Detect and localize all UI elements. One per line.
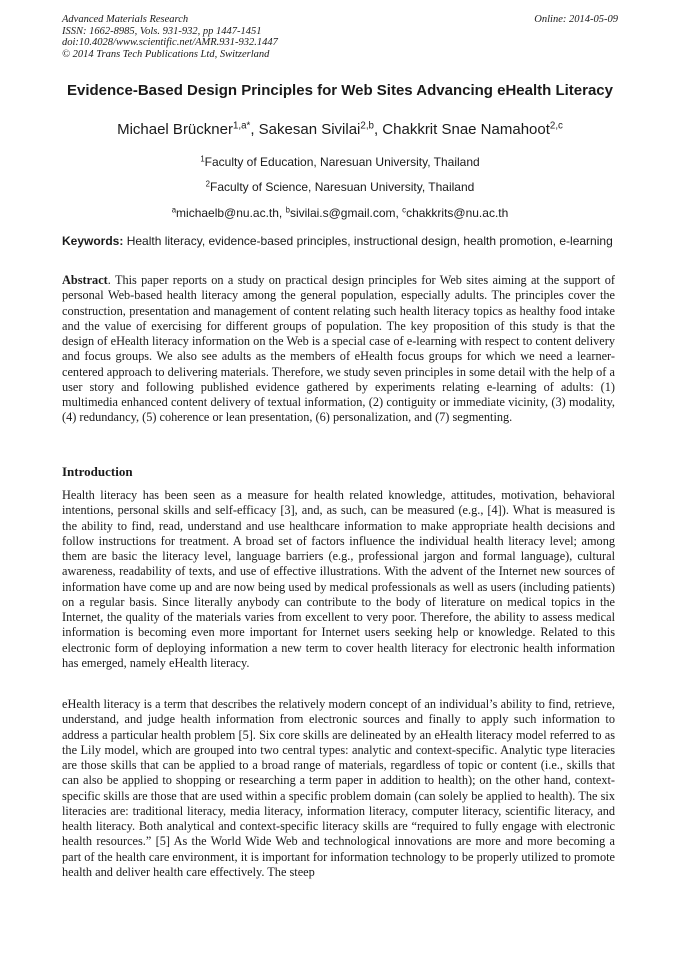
- email-link[interactable]: michaelb@nu.ac.th,: [176, 206, 286, 220]
- journal-doi: doi:10.4028/www.scientific.net/AMR.931-932.1447: [62, 37, 278, 49]
- author-superscript: 2,c: [549, 120, 563, 132]
- affiliation-1: [62, 155, 618, 170]
- email-link[interactable]: chakkrits@nu.ac.th: [406, 206, 509, 220]
- affiliation-2: [62, 180, 618, 195]
- email-superscript: a: [171, 205, 177, 215]
- journal-issn: ISSN: 1662-8985, Vols. 931-932, pp 1447-1451: [62, 25, 262, 37]
- author-name: Michael Brückner: [117, 121, 233, 138]
- abstract-label: Abstract: [62, 273, 108, 287]
- author-superscript: 1,a*: [232, 120, 251, 132]
- email-superscript: c: [402, 205, 407, 215]
- author-name: Chakkrit Snae Namahoot: [382, 121, 550, 138]
- author-name: Sakesan Sivilai: [258, 121, 361, 138]
- introduction-paragraph-1: Health literacy has been seen as a measure for health related knowledge, attitudes, motivation, behavioral intentions, personal skills and self-efficacy [3], and, as such, can be measured (e.g., [4]). What is measured is the ability to find, read, understand and use healthcare information to make appropriate health decisions and follow instructions for treatment. A broad set of factors influence the individual health literacy level; among them are basic the literacy level, language barriers (e.g., professional jargon and formal language), cultural awareness, readability of texts, and use of effective illustrations. With the advent of the Internet new sources of information have come up and are now being used by medical professionals as well as users (including patients) on a regular basis. Since literally anybody can contribute to the body of literature on medical topics in the Internet, the quality of the materials varies from excellent to very poor. Therefore, the ability to assess medical information is becoming even more important for Internet users seeking help or knowledge. Related to this electronic form of deploying information a new term to cover health literacy for electronic health information has emerged, namely eHealth literacy.: [62, 488, 615, 670]
- abstract: [62, 273, 615, 426]
- email-superscript: b: [285, 205, 290, 215]
- keywords-text: Health literacy, evidence-based principles, instructional design, health promotion, e-learning: [123, 234, 613, 248]
- journal-header: [62, 14, 618, 60]
- section-heading-introduction: Introduction: [62, 464, 133, 479]
- abstract-text: . This paper reports on a study on practical design principles for Web sites aiming at the support of personal Web-based health literacy among the general population, especially adults. The principles cover the construction, presentation and management of content relating such health literacy topics as healthy food intake and the value of exercising for different groups of population. The key proposition of this study is that the design of eHealth literacy information on the Web is a special case of e-learning with respect to content delivery and focus groups. We also see adults as the members of eHealth focus groups for which we need a learner-centered approach to delivering materials. Therefore, we study seven principles in some detail with the help of a user story and following published evidence gathered by experiments relating e-learning of adults: (1) multimedia enhanced content delivery of textual information, (2) contiguity or immediate vicinity, (3) modality, (4) redundancy, (5) coherence or lean presentation, (6) personalization, and (7) segmenting.: [62, 273, 615, 425]
- author-separator: ,: [250, 121, 259, 138]
- author-separator: ,: [373, 121, 383, 138]
- keywords-label: Keywords:: [62, 234, 124, 248]
- author-superscript: 2,b: [360, 120, 374, 132]
- email-link[interactable]: sivilai.s@gmail.com,: [289, 206, 403, 220]
- journal-name: Advanced Materials Research: [62, 14, 189, 25]
- online-date: Online: 2014-05-09: [534, 14, 618, 25]
- author-emails: [62, 206, 618, 221]
- author-list: [62, 120, 618, 139]
- affiliation-superscript: 2: [205, 179, 210, 189]
- affiliation-text: Faculty of Science, Naresuan University, Thailand: [209, 180, 475, 194]
- paper-title: Evidence-Based Design Principles for Web Sites Advancing eHealth Literacy: [66, 82, 613, 99]
- introduction-paragraph-2: eHealth literacy is a term that describes the relatively modern concept of an individual’s ability to find, retrieve, understand, and judge health information from electronic sources and finally to apply such information to address a particular health problem [5]. Six core skills are delineated by an eHealth literacy model referred to as the Lily model, which are grouped into two central types: analytic and context-specific. Analytic type literacies are those skills that can be applied to a broad range of materials, regardless of topic or content (i.e., skills that can also be applied to shopping or researching a term paper in addition to health); on the other hand, context-specific skills are those that are used within a specific problem domain (can solely be applied to health). The six literacies are: traditional literacy, media literacy, information literacy, computer literacy, scientific literacy, and health literacy. Both analytical and context-specific literacy skills are “required to fully engage with electronic health resources.” [5] As the World Wide Web and technological innovations are more and more becoming a part of the health care environment, it is important for information technology to be properly utilized to promote health and deliver health care effectively. The steep: [62, 697, 615, 879]
- affiliation-text: Faculty of Education, Naresuan University, Thailand: [204, 155, 480, 169]
- journal-copyright: © 2014 Trans Tech Publications Ltd, Switzerland: [62, 48, 270, 60]
- affiliation-superscript: 1: [200, 154, 205, 164]
- keywords: [62, 234, 615, 249]
